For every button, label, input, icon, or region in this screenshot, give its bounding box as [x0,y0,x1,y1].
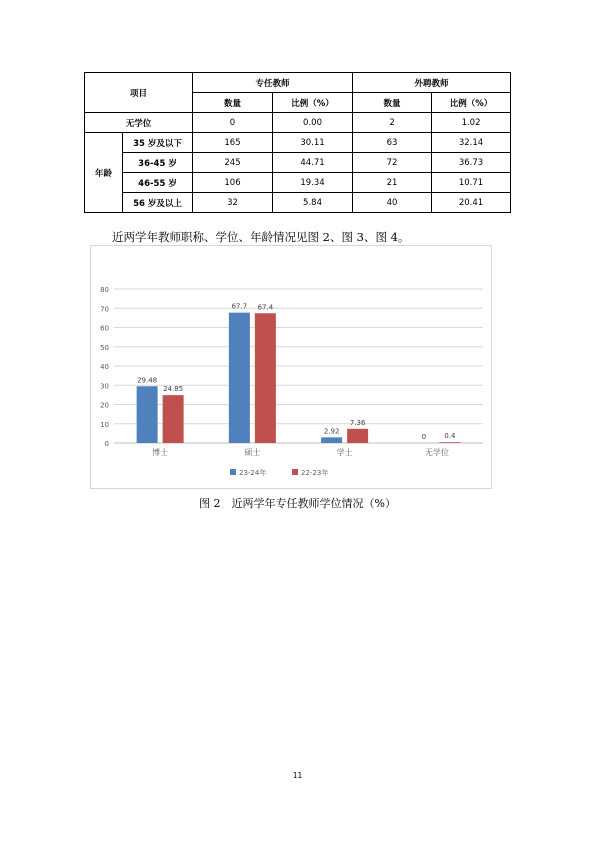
header-ex-count: 数量 [353,93,432,113]
chart-canvas [91,246,493,490]
x-tick-label: 无学位 [424,448,449,457]
bar [439,442,460,443]
ft-count-cell: 106 [193,173,273,193]
data-label: 29.48 [137,376,158,385]
ft-count-cell: 0 [193,113,273,133]
ft-count-cell: 165 [193,133,273,153]
y-tick-label: 70 [100,305,109,314]
bar [137,386,158,443]
header-ft-ratio: 比例（%） [273,93,353,113]
degree-bar-chart [90,245,492,489]
legend-entry: 23-24年 [239,469,267,477]
ft-ratio-cell: 44.71 [273,153,353,173]
ex-count-cell: 2 [353,113,432,133]
faculty-stats-table [84,72,511,213]
ex-ratio-cell: 10.71 [432,173,511,193]
y-tick-label: 0 [104,440,109,448]
body-paragraph: 近两学年教师职称、学位、年龄情况见图 2、图 3、图 4。 [112,230,410,244]
bar [163,395,184,443]
x-tick-label: 博士 [152,448,169,457]
data-label: 67.7 [231,302,248,311]
table-row [85,113,511,133]
bar [229,313,250,443]
row-label: 36-45 岁 [123,153,193,173]
x-tick-label: 学士 [336,448,353,457]
ex-ratio-cell: 20.41 [432,193,511,213]
figure-caption: 图 2 近两学年专任教师学位情况（%） [199,497,396,510]
data-label: 0.4 [444,432,456,441]
legend-entry: 22-23年 [301,469,329,477]
age-group-label: 年龄 [85,133,123,213]
x-tick-label: 硕士 [244,448,261,457]
y-tick-label: 30 [100,382,109,391]
ft-ratio-cell: 0.00 [273,113,353,133]
ex-count-cell: 63 [353,133,432,153]
bar [321,437,342,443]
ex-count-cell: 21 [353,173,432,193]
row-label: 35 岁及以下 [123,133,193,153]
data-label: 24.85 [163,385,184,394]
ft-count-cell: 245 [193,153,273,173]
header-ex-ratio: 比例（%） [432,93,511,113]
table-row [85,173,511,193]
page-number: 11 [292,771,303,780]
y-tick-label: 80 [100,286,109,294]
data-label: 0 [421,433,427,441]
row-label: 56 岁及以上 [123,193,193,213]
y-tick-label: 10 [100,420,109,429]
ex-ratio-cell: 32.14 [432,133,511,153]
ft-ratio-cell: 19.34 [273,173,353,193]
bar [347,429,368,443]
y-tick-label: 60 [100,324,109,333]
ex-count-cell: 72 [353,153,432,173]
data-label: 7.36 [349,418,366,427]
row-label: 46-55 岁 [123,173,193,193]
legend-swatch [292,469,298,475]
y-tick-label: 40 [100,363,109,371]
header-ft-count: 数量 [193,93,273,113]
data-label: 2.92 [323,427,340,436]
data-label: 67.4 [257,303,274,312]
header-external-teachers: 外聘教师 [353,73,511,93]
header-fulltime-teachers: 专任教师 [193,73,353,93]
ft-ratio-cell: 30.11 [273,133,353,153]
ex-count-cell: 40 [353,193,432,213]
table-row [85,193,511,213]
ft-ratio-cell: 5.84 [273,193,353,213]
row-label: 无学位 [85,113,193,133]
y-tick-label: 50 [100,343,109,352]
ex-ratio-cell: 36.73 [432,153,511,173]
table-row [85,133,511,153]
bar [255,313,276,443]
y-tick-label: 20 [100,401,109,410]
legend-swatch [230,469,236,475]
table-row [85,153,511,173]
ex-ratio-cell: 1.02 [432,113,511,133]
ft-count-cell: 32 [193,193,273,213]
header-item: 项目 [85,73,193,113]
